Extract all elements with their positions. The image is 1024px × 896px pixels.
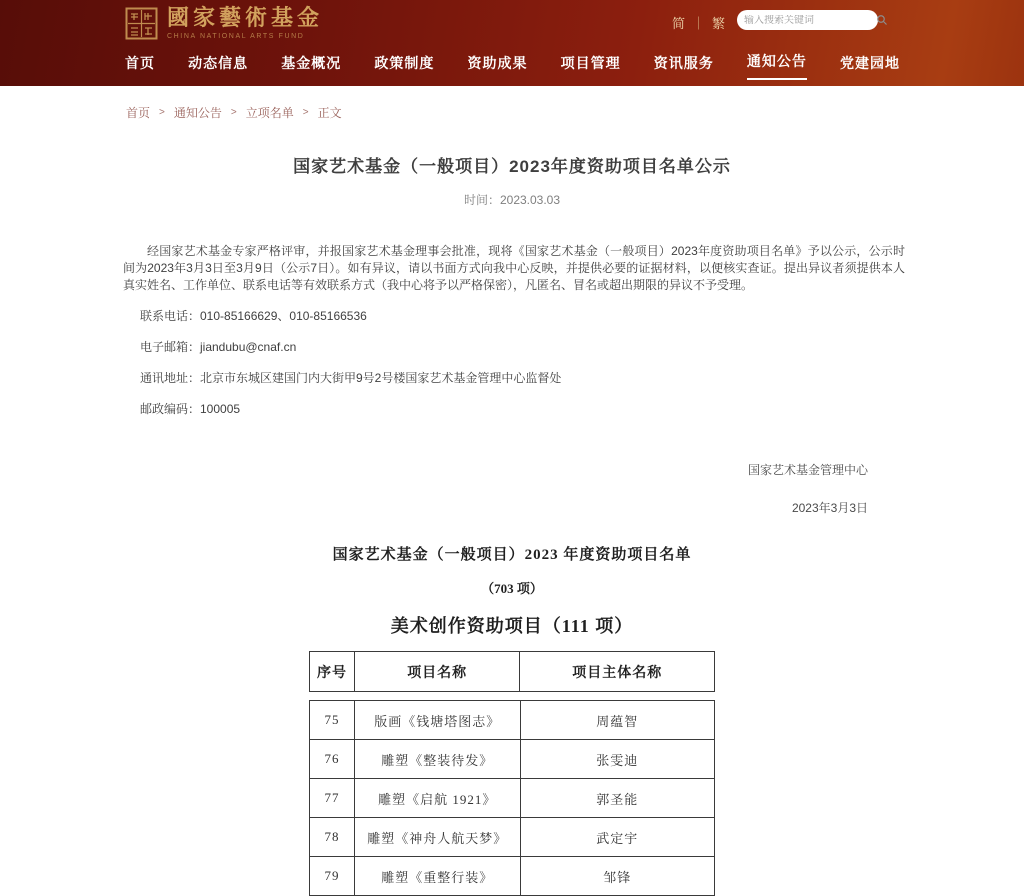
cell-project: 雕塑《重整行装》 [354, 857, 520, 896]
breadcrumb-separator: > [230, 107, 237, 118]
lang-traditional-button[interactable]: 繁 [712, 16, 726, 31]
breadcrumb-separator: > [302, 107, 309, 118]
table-header [309, 651, 715, 692]
breadcrumb-current: 正文 [317, 106, 342, 120]
doc-list-title: 国家艺术基金（一般项目）2023 年度资助项目名单 [332, 547, 692, 563]
cell-subject: 郭圣能 [520, 779, 714, 818]
cell-project: 雕塑《整装待发》 [354, 740, 520, 779]
cell-project: 雕塑《启航 1921》 [354, 779, 520, 818]
contact-email: 电子邮箱：jiandubu@cnaf.cn [140, 340, 297, 354]
search-icon[interactable] [876, 14, 888, 26]
table-row [310, 740, 715, 779]
table-row [310, 779, 715, 818]
cell-no: 77 [310, 779, 355, 818]
nav-item-info[interactable]: 资讯服务 [653, 55, 714, 71]
cell-no: 75 [310, 701, 355, 740]
nav-item-projects[interactable]: 项目管理 [560, 55, 621, 71]
doc-section-title: 美术创作资助项目（111 项） [390, 616, 634, 636]
cell-subject: 武定宇 [520, 818, 714, 857]
logo-text [167, 6, 323, 40]
breadcrumb-separator: > [159, 107, 165, 118]
cell-subject: 周蕴智 [520, 701, 714, 740]
site-header [0, 0, 1024, 86]
cell-no: 76 [310, 740, 355, 779]
search-box[interactable] [737, 10, 878, 30]
contact-address: 通讯地址：北京市东城区建国门内大街甲9号2号楼国家艺术基金管理中心监督处 [140, 371, 562, 385]
nav-item-notices[interactable]: 通知公告 [747, 51, 807, 80]
signature-block [0, 461, 1024, 516]
article-paragraph: 经国家艺术基金专家严格评审，并报国家艺术基金理事会批准，现将《国家艺术基金（一般项目）2023年度资助项目名单》予以公示，公示时间为2023年3月3日至3月9日（公示7日）。如有异议，请以书面方式向我中心反映，并提供必要的证据材料，以便核实查证。提出异议者须提供本人真实姓名、工作单位、联系电话等有效联系方式（我中心将予以严格保密），凡匿名、冒名或超出期限的异议不予受理。 [123, 244, 905, 292]
page-title: 国家艺术基金（一般项目）2023年度资助项目名单公示 [293, 157, 731, 176]
search-input[interactable] [744, 15, 876, 26]
nav-item-overview[interactable]: 基金概况 [281, 55, 342, 71]
contact-list [140, 308, 905, 418]
logo-title: 國家藝術基金 [167, 5, 324, 30]
main-nav [125, 51, 900, 80]
col-header-project: 项目名称 [354, 652, 520, 692]
publish-date: 时间：2023.03.03 [463, 193, 561, 207]
signature-org: 国家艺术基金管理中心 [747, 463, 868, 477]
cell-project: 版画《钱塘塔图志》 [354, 701, 520, 740]
logo-subtitle: CHINA NATIONAL ARTS FUND [167, 33, 305, 40]
signature-date: 2023年3月3日 [791, 501, 868, 515]
breadcrumb [126, 104, 1024, 121]
funded-projects-table [309, 651, 715, 896]
table-row [310, 818, 715, 857]
table-row [310, 857, 715, 896]
language-toggle [672, 13, 725, 32]
cell-no: 79 [310, 857, 355, 896]
site-logo[interactable] [125, 6, 323, 40]
lang-simplified-button[interactable]: 简 [672, 16, 686, 31]
table-page-gap [309, 692, 715, 700]
nav-item-party[interactable]: 党建园地 [840, 55, 900, 71]
seal-stamp-icon [125, 7, 158, 40]
nav-item-policy[interactable]: 政策制度 [374, 55, 435, 71]
cell-no: 78 [310, 818, 355, 857]
table-body [309, 700, 715, 896]
nav-item-results[interactable]: 资助成果 [467, 55, 528, 71]
contact-zipcode: 邮政编码：100005 [140, 402, 241, 416]
breadcrumb-home[interactable]: 首页 [126, 106, 151, 120]
doc-list-count: （703 项） [481, 581, 543, 596]
cell-project: 雕塑《神舟人航天梦》 [354, 818, 520, 857]
lang-separator: ｜ [692, 16, 706, 31]
col-header-no: 序号 [310, 652, 355, 692]
table-row [310, 701, 715, 740]
nav-item-news[interactable]: 动态信息 [188, 55, 249, 71]
header-top [0, 0, 1024, 46]
breadcrumb-notices[interactable]: 通知公告 [173, 106, 222, 120]
nav-item-home[interactable]: 首页 [125, 55, 155, 71]
contact-phone: 联系电话：010-85166629、010-85166536 [140, 309, 367, 323]
col-header-subject: 项目主体名称 [520, 652, 715, 692]
breadcrumb-list[interactable]: 立项名单 [245, 106, 294, 120]
cell-subject: 邹锋 [520, 857, 714, 896]
cell-subject: 张雯迪 [520, 740, 714, 779]
